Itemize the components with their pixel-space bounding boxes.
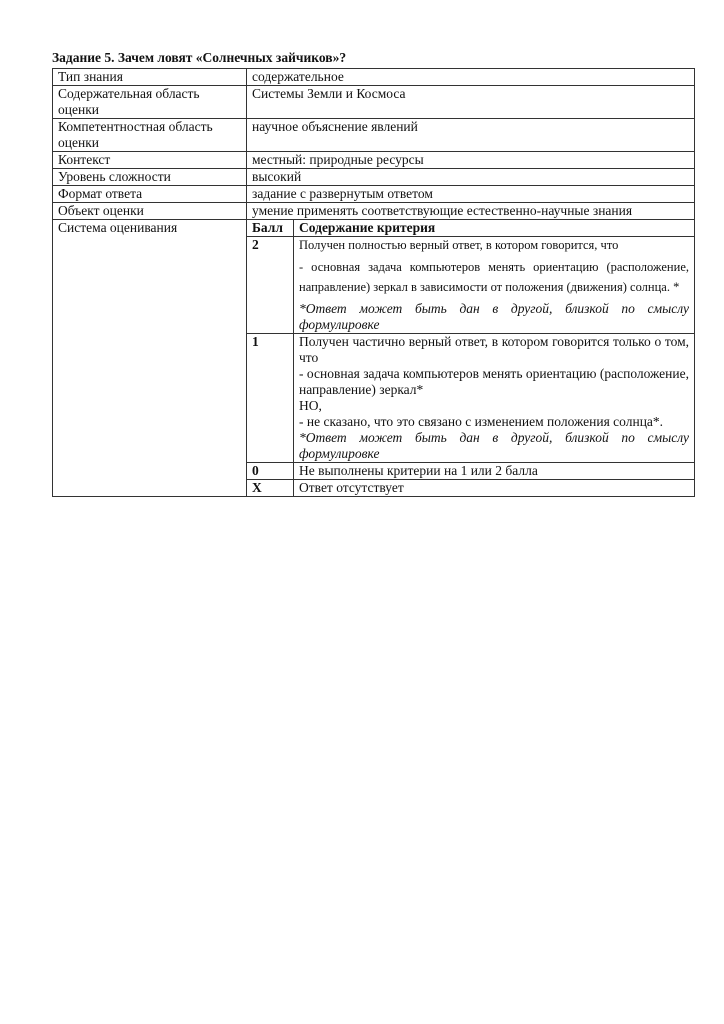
row-label: Содержательная область оценки: [53, 86, 247, 119]
criteria-intro: Получен частично верный ответ, в котором говорится только о том, что: [299, 334, 689, 365]
row-label: Формат ответа: [53, 186, 247, 203]
row-label: Уровень сложности: [53, 169, 247, 186]
row-value: содержательное: [247, 69, 695, 86]
row-value: умение применять соответствующие естественно-научные знания: [247, 203, 695, 220]
criteria-text: [294, 237, 695, 334]
row-label: Тип знания: [53, 69, 247, 86]
scoring-level-row: [247, 480, 694, 497]
scoring-row: [53, 220, 695, 497]
criteria-point: - основная задача компьютеров менять ориентацию (расположение, направление) зеркал в зависимости от положения (движения) солнца. *: [299, 260, 689, 294]
row-label: Система оценивания: [53, 220, 247, 497]
score-column-header: Балл: [247, 220, 294, 237]
row-label: Контекст: [53, 152, 247, 169]
table-row: [53, 119, 695, 152]
score-value: 2: [247, 237, 294, 334]
row-value: высокий: [247, 169, 695, 186]
row-value: Системы Земли и Космоса: [247, 86, 695, 119]
scoring-header-row: [247, 220, 694, 237]
criteria-point: - основная задача компьютеров менять ориентацию (расположение, направление) зеркал*: [299, 366, 689, 397]
criteria-note: *Ответ может быть дан в другой, близкой по смыслу формулировке: [299, 301, 689, 332]
criteria-column-header: Содержание критерия: [294, 220, 695, 237]
row-value: научное объяснение явлений: [247, 119, 695, 152]
table-row: [53, 203, 695, 220]
table-row: [53, 86, 695, 119]
scoring-level-row: [247, 334, 694, 463]
criteria-intro: Получен полностью верный ответ, в котором говорится, что: [299, 238, 619, 252]
criteria-note: *Ответ может быть дан в другой, близкой по смыслу формулировке: [299, 430, 689, 461]
criteria-text: [294, 334, 695, 463]
scoring-level-row: [247, 463, 694, 480]
task-title: Задание 5. Зачем ловят «Солнечных зайчиков»?: [52, 50, 347, 65]
criteria-but: НО,: [299, 398, 322, 413]
row-value: местный: природные ресурсы: [247, 152, 695, 169]
row-label: Компетентностная область оценки: [53, 119, 247, 152]
score-value: 1: [247, 334, 294, 463]
task-info-table: [52, 68, 695, 497]
table-row: [53, 169, 695, 186]
table-row: [53, 69, 695, 86]
scoring-level-row: [247, 237, 694, 334]
criteria-point: - не сказано, что это связано с изменением положения солнца*.: [299, 414, 664, 429]
scoring-table: [247, 220, 694, 496]
score-value: 0: [247, 463, 294, 480]
criteria-text: Ответ отсутствует: [294, 480, 695, 497]
criteria-text: Не выполнены критерии на 1 или 2 балла: [294, 463, 695, 480]
row-label: Объект оценки: [53, 203, 247, 220]
table-row: [53, 186, 695, 203]
scoring-cell: [247, 220, 695, 497]
row-value: задание с развернутым ответом: [247, 186, 695, 203]
table-row: [53, 152, 695, 169]
score-value: Х: [247, 480, 294, 497]
